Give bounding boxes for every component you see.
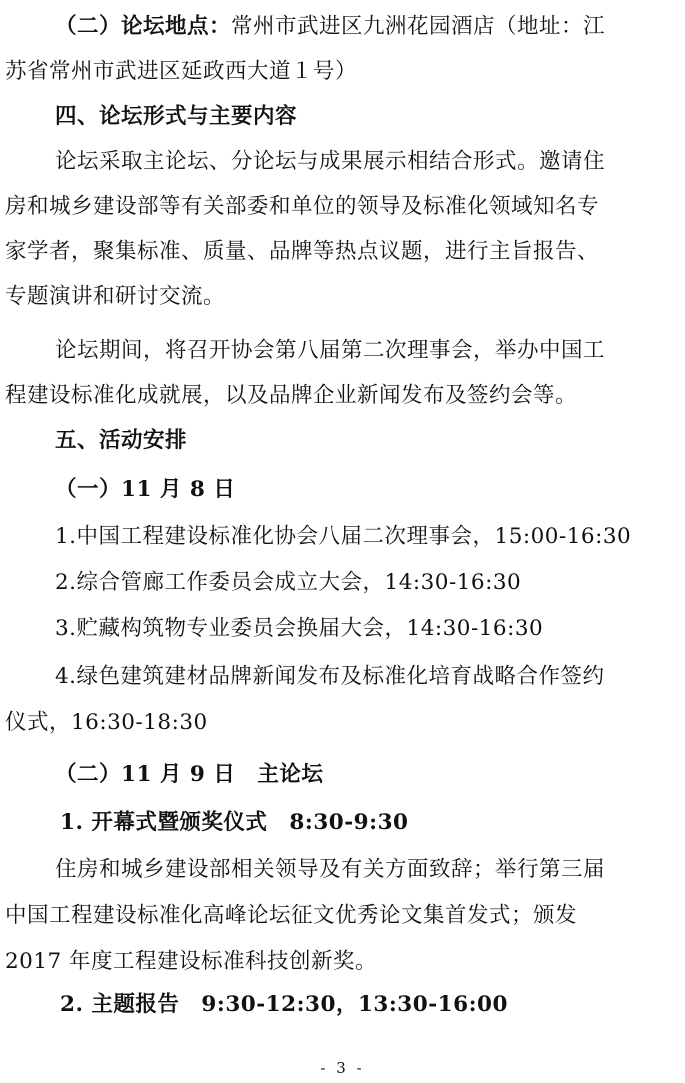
venue-label: （二）论坛地点： xyxy=(55,14,232,39)
section-4-para-1-line-1: 论坛采取主论坛、分论坛与成果展示相结合形式。邀请住 xyxy=(55,149,606,174)
page-number: - 3 - xyxy=(320,1059,365,1077)
opening-line-3: 2017 年度工程建设标准科技创新奖。 xyxy=(5,949,378,974)
section-4-para-2-line-1: 论坛期间，将召开协会第八届第二次理事会，举办中国工 xyxy=(55,338,606,363)
opening-line-2: 中国工程建设标准化高峰论坛征文优秀论文集首发式；颁发 xyxy=(5,903,578,928)
keynote-title: 2. 主题报告 9:30-12:30，13:30-16:00 xyxy=(60,992,508,1017)
day-1-item-4: 4.绿色建筑建材品牌新闻发布及标准化培育战略合作签约 xyxy=(55,664,605,689)
section-4-heading: 四、论坛形式与主要内容 xyxy=(55,104,298,129)
venue-line-2: 苏省常州市武进区延政西大道１号） xyxy=(5,59,358,84)
day-1-item-2: 2.综合管廊工作委员会成立大会，14:30-16:30 xyxy=(55,570,522,595)
section-4-para-1-line-2: 房和城乡建设部等有关部委和单位的领导及标准化领域知名专 xyxy=(5,194,600,219)
section-5-heading: 五、活动安排 xyxy=(55,428,188,453)
day-1-item-1: 1.中国工程建设标准化协会八届二次理事会，15:00-16:30 xyxy=(55,524,632,549)
opening-title: 1. 开幕式暨颁奖仪式 8:30-9:30 xyxy=(60,810,409,835)
section-4-para-1-line-3: 家学者，聚集标准、质量、品牌等热点议题，进行主旨报告、 xyxy=(5,239,600,264)
venue-line-1 xyxy=(55,12,605,42)
venue-text: 常州市武进区九洲花园酒店（地址：江 xyxy=(231,14,606,39)
day-1-item-3: 3.贮藏构筑物专业委员会换届大会，14:30-16:30 xyxy=(55,616,544,641)
opening-line-1: 住房和城乡建设部相关领导及有关方面致辞；举行第三届 xyxy=(55,857,606,882)
day-2-heading: （二）11 月 9 日 主论坛 xyxy=(55,762,324,787)
day-1-item-4-cont: 仪式，16:30-18:30 xyxy=(5,710,208,735)
section-4-para-2-line-2: 程建设标准化成就展，以及品牌企业新闻发布及签约会等。 xyxy=(5,383,578,408)
section-4-para-1-line-4: 专题演讲和研讨交流。 xyxy=(5,284,226,309)
day-1-heading: （一）11 月 8 日 xyxy=(55,477,236,502)
